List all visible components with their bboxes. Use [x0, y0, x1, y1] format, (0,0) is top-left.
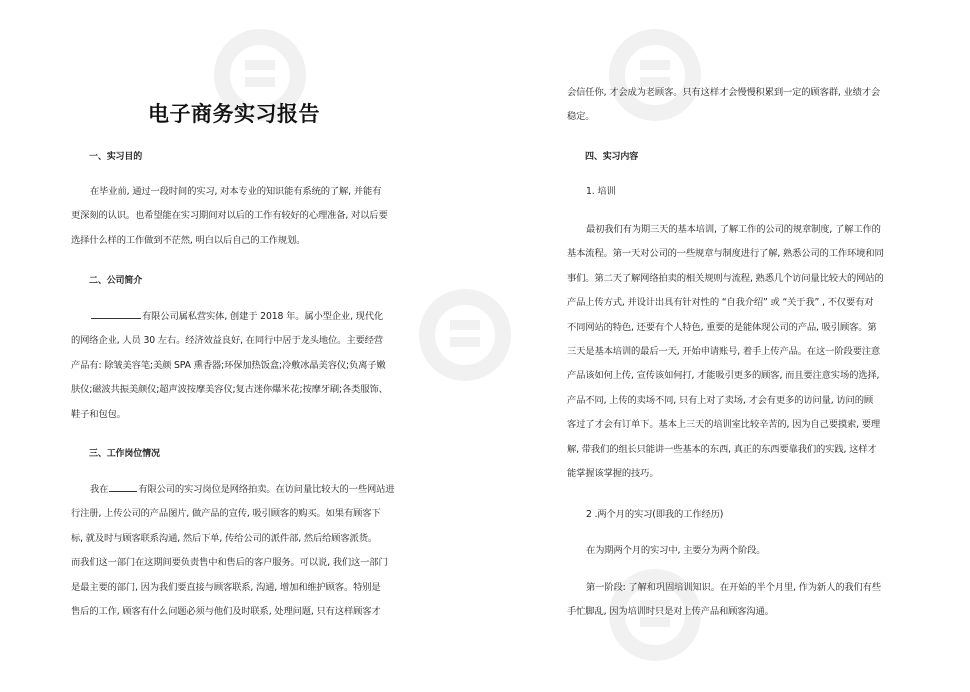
text-line: 手忙脚乱, 因为培训时只是对上传产品和顾客沟通。 [567, 606, 774, 618]
text-line: 基本流程。第一天对公司的一些规章与制度进行了解, 熟悉公司的工作环境和同 [567, 248, 884, 260]
text-segment: 有限公司属私营实体, 创建于 2018 年。属小型企业, 现代化 [142, 311, 384, 322]
text-line: 的网络企业, 人员 30 左右。经济效益良好, 在同行中居于龙头地位。主要经营 [71, 335, 383, 347]
blank-underline [109, 482, 137, 492]
text-line: 第一阶段: 了解和巩固培训知识。在开始的半个月里, 作为新人的我们有些 [586, 582, 881, 593]
text-line: 售后的工作, 顾客有什么问题必须与他们及时联系, 处理问题, 只有这样顾客才 [71, 606, 381, 618]
text-line: 产品不同, 上传的卖场不同, 只有上对了卖场, 才会有更多的访问量, 访问的顾 [567, 394, 873, 406]
right-page [485, 0, 970, 692]
text-line: 解, 带我们的组长只能讲一些基本的东西, 真正的东西要靠我们的实践, 这样才 [567, 443, 877, 455]
paragraph-training [567, 218, 903, 486]
subheading-internship: 2 .两个月的实习(即我的工作经历) [586, 509, 724, 520]
section-heading-purpose: 一、实习目的 [89, 152, 143, 162]
text-line: 客过了才会有订单下。基本上三天的培训室比较辛苦的, 因为自己要摸索, 要理 [567, 419, 881, 431]
text-segment: 我在 [90, 484, 109, 495]
subheading-training: 1. 培训 [586, 186, 616, 197]
paragraph-continuation [567, 81, 903, 130]
paragraph-position [71, 478, 413, 624]
text-line: 最初我们有为期三天的基本培训, 了解工作的公司的规章制度, 了解工作的 [586, 224, 881, 235]
text-line: 行注册, 上传公司的产品图片, 做产品的宣传, 吸引顾客的购买。如果有顾客下 [71, 508, 381, 520]
text-line: 鞋子和包包。 [71, 408, 126, 420]
blank-underline [91, 309, 141, 319]
text-line: 是最主要的部门, 因为我们要直接与顾客联系, 沟通, 增加和维护顾客。特别是 [71, 581, 381, 593]
text-line: 会信任你, 才会成为老顾客。只有这样才会慢慢积累到一定的顾客群, 业绩才会 [567, 87, 881, 98]
text-segment: 有限公司的实习岗位是网络拍卖。在访问量比较大的一些网站进 [138, 484, 395, 495]
text-line: 三天是基本培训的最后一天, 开始申请账号, 着手上传产品。在这一阶段要注意 [567, 346, 881, 358]
text-line [71, 305, 413, 329]
text-line: 而我们这一部门在这期间要负责售中和售后的客户服务。可以说, 我们这一部门 [71, 557, 388, 569]
text-line: 事们。第二天了解网络拍卖的相关规则与流程, 熟悉几个访问量比较大的网站的 [567, 272, 884, 284]
text-line: 产品该如何上传, 宣传该如何打, 才能吸引更多的顾客, 而且要注意实场的选择, [567, 370, 880, 382]
text-line: 肤仪;磁波共振美颜仪;超声波按摩美容仪;复古迷你爆米花;按摩牙刷;各类服饰、 [71, 384, 388, 396]
page-title: 电子商务实习报告 [148, 102, 320, 126]
section-heading-content: 四、实习内容 [585, 152, 639, 162]
paragraph-company [71, 305, 413, 427]
text-line: 更深刻的认识。也希望能在实习期间对以后的工作有较好的心理准备, 对以后要 [71, 210, 388, 222]
section-heading-position: 三、工作岗位情况 [89, 449, 160, 459]
paragraph-two-stages: 在为期两个月的实习中, 主要分为两个阶段。 [586, 545, 766, 556]
text-line [71, 478, 413, 502]
text-line: 不同网站的特色, 还要有个人特色, 重要的是能体现公司的产品, 吸引顾客。第 [567, 321, 877, 333]
text-line: 选择什么样的工作做到不茫然, 明白以后自己的工作规划。 [71, 234, 306, 246]
paragraph-purpose [71, 180, 413, 253]
section-heading-company: 二、公司简介 [89, 276, 143, 286]
text-line: 标, 就及时与顾客联系沟通, 然后下单, 传给公司的派件部, 然后给顾客派货。 [71, 532, 377, 544]
paragraph-stage-one [567, 576, 903, 625]
text-line: 产品有: 除皱美容笔;美颜 SPA 熏香器;环保加热饭盒;冷敷冰晶美容仪;负离子嫩 [71, 359, 386, 371]
text-line: 稳定。 [567, 111, 595, 123]
text-line: 产品上传方式, 并设计出具有针对性的 “自我介绍” 或 “关于我” , 不仅要有对 [567, 297, 874, 309]
text-line: 在毕业前, 通过一段时间的实习, 对本专业的知识能有系统的了解, 并能有 [90, 186, 382, 197]
text-line: 能掌握该掌握的技巧。 [567, 468, 659, 480]
